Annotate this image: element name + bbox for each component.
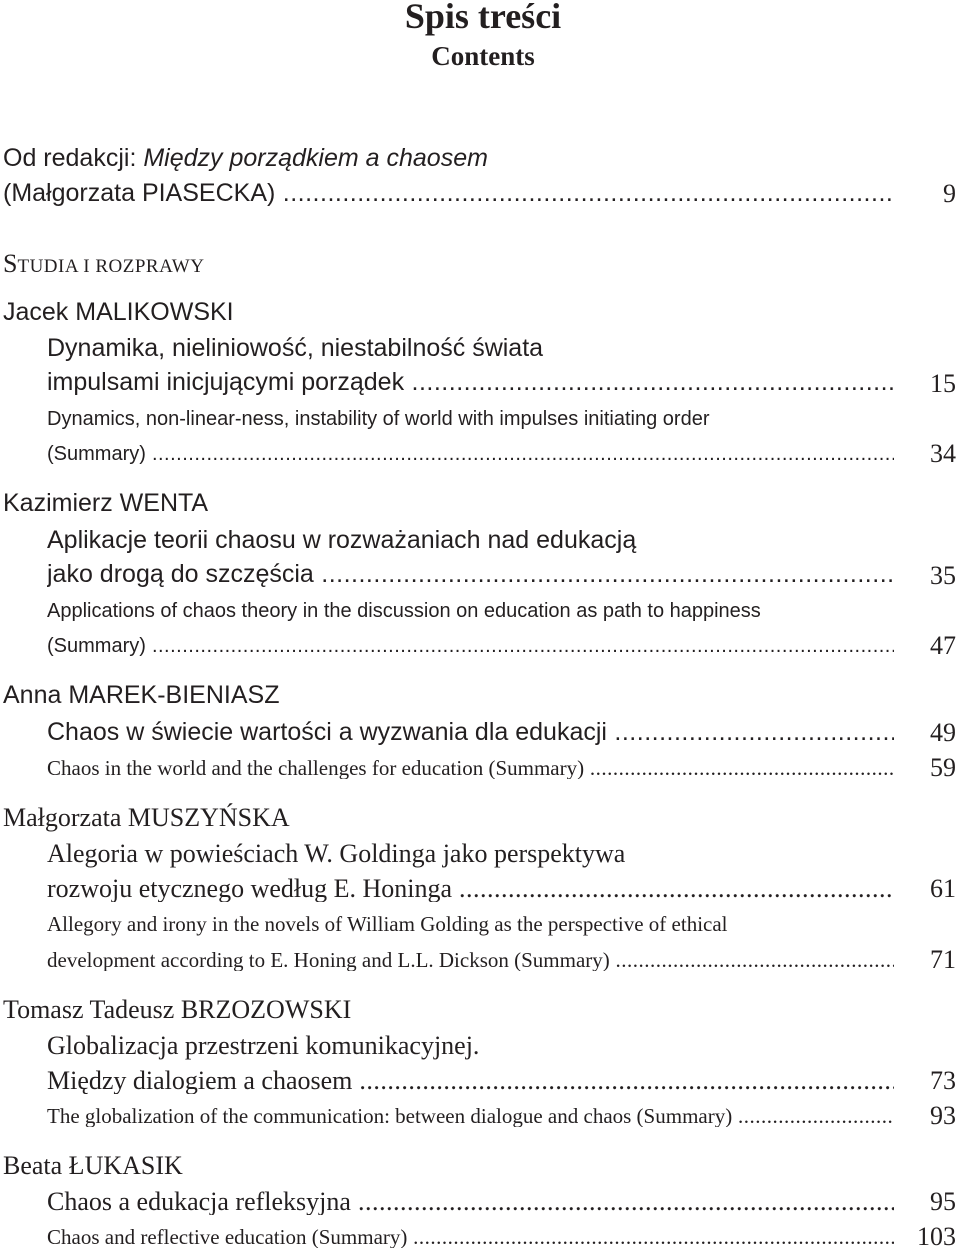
summary-page-number: 103 bbox=[917, 1222, 956, 1251]
page-subtitle: Contents bbox=[431, 41, 535, 71]
author-name: Beata ŁUKASIK bbox=[3, 1151, 183, 1180]
summary-title-line: Chaos in the world and the challenges for education (Summary) ..... bbox=[47, 758, 894, 779]
section-heading bbox=[3, 249, 204, 279]
section-heading-initial: S bbox=[3, 249, 18, 278]
article-page-number: 73 bbox=[930, 1066, 956, 1095]
summary-title-line: (Summary) ..... bbox=[47, 444, 894, 464]
article-page-number: 15 bbox=[930, 369, 956, 398]
summary-title-line: The globalization of the communication: between dialogue and chaos (Summary) ..... bbox=[47, 1106, 894, 1127]
article-title-line: Alegoria w powieściach W. Goldinga jako perspektywa bbox=[47, 839, 626, 868]
editorial-title: Między porządkiem a chaosem bbox=[143, 144, 488, 172]
editorial-author: (Małgorzata PIASECKA) ..... bbox=[3, 181, 894, 206]
editorial-title-line bbox=[3, 146, 488, 171]
article-title-line: jako drogą do szczęścia ..... bbox=[47, 562, 894, 587]
article-title-line: Globalizacja przestrzeni komunikacyjnej. bbox=[47, 1031, 480, 1060]
author-name: Jacek MALIKOWSKI bbox=[3, 298, 234, 326]
article-title-line: rozwoju etycznego według E. Honinga ..... bbox=[47, 876, 894, 902]
article-page-number: 35 bbox=[930, 561, 956, 590]
summary-title-line: Chaos and reflective education (Summary) ..... bbox=[47, 1227, 894, 1248]
editorial-prefix: Od redakcji: bbox=[3, 144, 144, 172]
article-title-line: Aplikacje teorii chaosu w rozważaniach nad edukacją bbox=[47, 526, 637, 554]
summary-title-line: development according to E. Honing and L.L. Dickson (Summary) ..... bbox=[47, 950, 894, 971]
author-name: Kazimierz WENTA bbox=[3, 489, 209, 517]
author-name: Małgorzata MUSZYŃSKA bbox=[3, 803, 290, 832]
section-heading-rest: TUDIA I ROZPRAWY bbox=[17, 256, 205, 277]
summary-page-number: 59 bbox=[930, 753, 956, 782]
article-page-number: 61 bbox=[930, 874, 956, 903]
article-page-number: 95 bbox=[930, 1187, 956, 1216]
article-page-number: 49 bbox=[930, 718, 956, 747]
page-title: Spis treści bbox=[404, 0, 562, 36]
summary-title-line: Dynamics, non-linear-ness, instability of world with impulses initiating order bbox=[47, 408, 710, 430]
summary-title-line: Applications of chaos theory in the discussion on education as path to happiness bbox=[47, 600, 761, 622]
article-title-line: Między dialogiem a chaosem ..... bbox=[47, 1068, 894, 1094]
summary-page-number: 47 bbox=[930, 631, 956, 660]
summary-title-line: Allegory and irony in the novels of William Golding as the perspective of ethical bbox=[47, 912, 728, 936]
summary-page-number: 93 bbox=[930, 1101, 956, 1130]
article-title-line: Chaos a edukacja refleksyjna ..... bbox=[47, 1189, 894, 1215]
article-title-line: impulsami inicjującymi porządek ..... bbox=[47, 370, 894, 395]
summary-page-number: 34 bbox=[930, 439, 956, 468]
article-title-line: Dynamika, nieliniowość, niestabilność świata bbox=[47, 334, 544, 362]
editorial-page-number: 9 bbox=[943, 179, 956, 208]
author-name: Tomasz Tadeusz BRZOZOWSKI bbox=[3, 995, 352, 1024]
author-name: Anna MAREK-BIENIASZ bbox=[3, 681, 280, 709]
summary-page-number: 71 bbox=[930, 945, 956, 974]
summary-title-line: (Summary) ..... bbox=[47, 636, 894, 656]
article-title-line: Chaos w świecie wartości a wyzwania dla edukacji ..... bbox=[47, 720, 894, 745]
